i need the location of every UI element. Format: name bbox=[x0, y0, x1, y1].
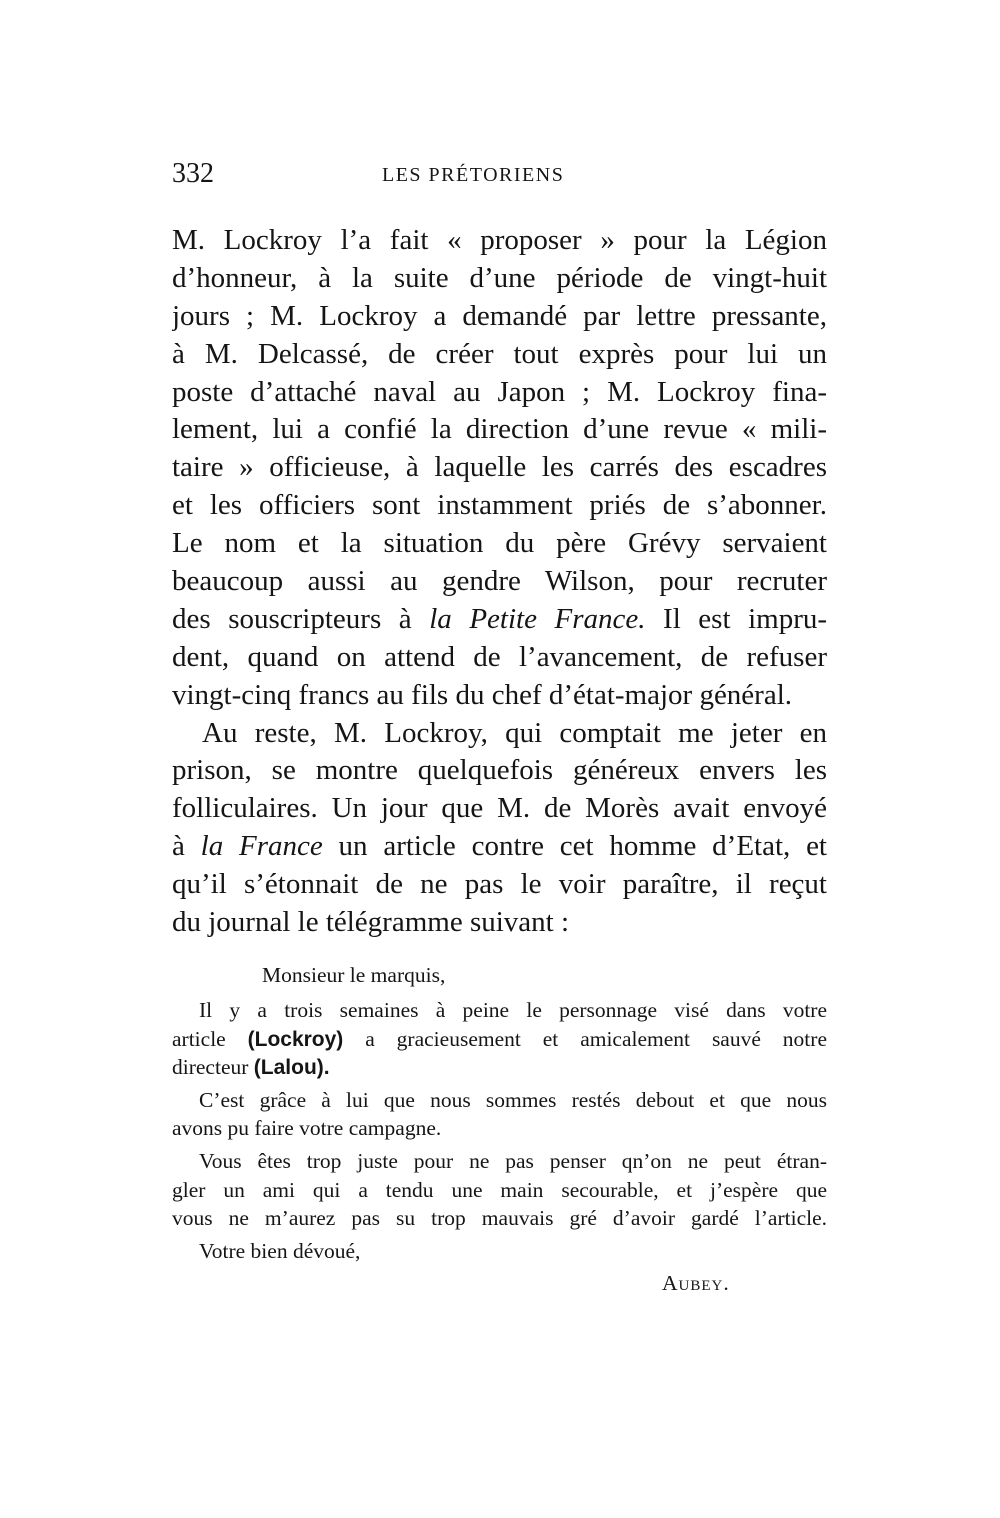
text-line: beaucoup aussi au gendre Wilson, pour recruter bbox=[172, 565, 827, 598]
text-line: prison, se montre quelquefois généreux envers les bbox=[172, 754, 827, 787]
text-segment: directeur bbox=[172, 1055, 254, 1080]
text-segment: Il est impru- bbox=[645, 602, 827, 635]
text-segment: a gracieusement et amicalement sauvé notre bbox=[343, 1026, 827, 1051]
text-line: M. Lockroy l’a fait « proposer » pour la Légion bbox=[172, 224, 827, 256]
text-line: à M. Delcassé, de créer tout exprès pour lui un bbox=[172, 337, 827, 370]
text-line: lement, lui a confié la direction d’une revue « mili- bbox=[172, 413, 827, 446]
text-line bbox=[172, 828, 827, 866]
text-line: poste d’attaché naval au Japon ; M. Lockroy fina- bbox=[172, 375, 827, 408]
text-line: Au reste, M. Lockroy, qui comptait me jeter en bbox=[202, 716, 827, 749]
text-line: qu’il s’étonnait de ne pas le voir paraître, il reçut bbox=[172, 868, 827, 901]
text-line: et les officiers sont instamment priés de s’abonner. bbox=[172, 489, 827, 522]
letter-line bbox=[172, 1025, 827, 1054]
telegram-letter bbox=[172, 960, 827, 1298]
italic-title: la France bbox=[200, 830, 323, 863]
bold-name: (Lockroy) bbox=[247, 1027, 344, 1051]
letter-line bbox=[172, 1053, 827, 1082]
letter-line: avons pu faire votre campagne. bbox=[172, 1116, 442, 1141]
letter-line: gler un ami qui a tendu une main secourable, et j’espère que bbox=[172, 1177, 827, 1202]
letter-line: vous ne m’aurez pas su trop mauvais gré d’avoir gardé l’article. bbox=[172, 1206, 827, 1231]
letter-line: Il y a trois semaines à peine le personnage visé dans votre bbox=[199, 998, 827, 1022]
text-segment: à bbox=[172, 830, 201, 863]
text-line: Le nom et la situation du père Grévy servaient bbox=[172, 527, 827, 560]
body-text bbox=[172, 222, 827, 942]
text-line: jours ; M. Lockroy a demandé par lettre pressante, bbox=[172, 299, 827, 332]
letter-closing: Votre bien dévoué, bbox=[199, 1238, 361, 1263]
text-segment: un article contre cet homme d’Etat, et bbox=[322, 830, 827, 863]
text-line: folliculaires. Un jour que M. de Morès avait envoyé bbox=[172, 792, 827, 825]
text-segment: des souscripteurs à bbox=[172, 602, 430, 635]
text-line: vingt-cinq francs au fils du chef d’état-major général. bbox=[172, 678, 793, 711]
text-line: d’honneur, à la suite d’une période de vingt-huit bbox=[172, 261, 827, 294]
letter-line: Vous êtes trop juste pour ne pas penser qn’on ne peut étran- bbox=[199, 1148, 827, 1173]
text-line: dent, quand on attend de l’avancement, de refuser bbox=[172, 640, 827, 673]
text-line bbox=[172, 601, 827, 639]
letter-salutation: Monsieur le marquis, bbox=[262, 963, 446, 987]
text-line: du journal le télégramme suivant : bbox=[172, 906, 570, 939]
page-number: 332 bbox=[172, 158, 214, 189]
text-line: taire » officieuse, à laquelle les carrés des escadres bbox=[172, 451, 827, 484]
bold-name: (Lalou). bbox=[253, 1056, 330, 1080]
text-segment: article bbox=[172, 1026, 248, 1051]
page-header bbox=[172, 158, 827, 198]
italic-title: la Petite France. bbox=[429, 602, 646, 635]
letter-line: C’est grâce à lui que nous sommes restés debout et que nous bbox=[199, 1087, 827, 1112]
running-head: LES PRÉTORIENS bbox=[382, 164, 565, 186]
letter-signature: Aubey. bbox=[662, 1271, 730, 1296]
